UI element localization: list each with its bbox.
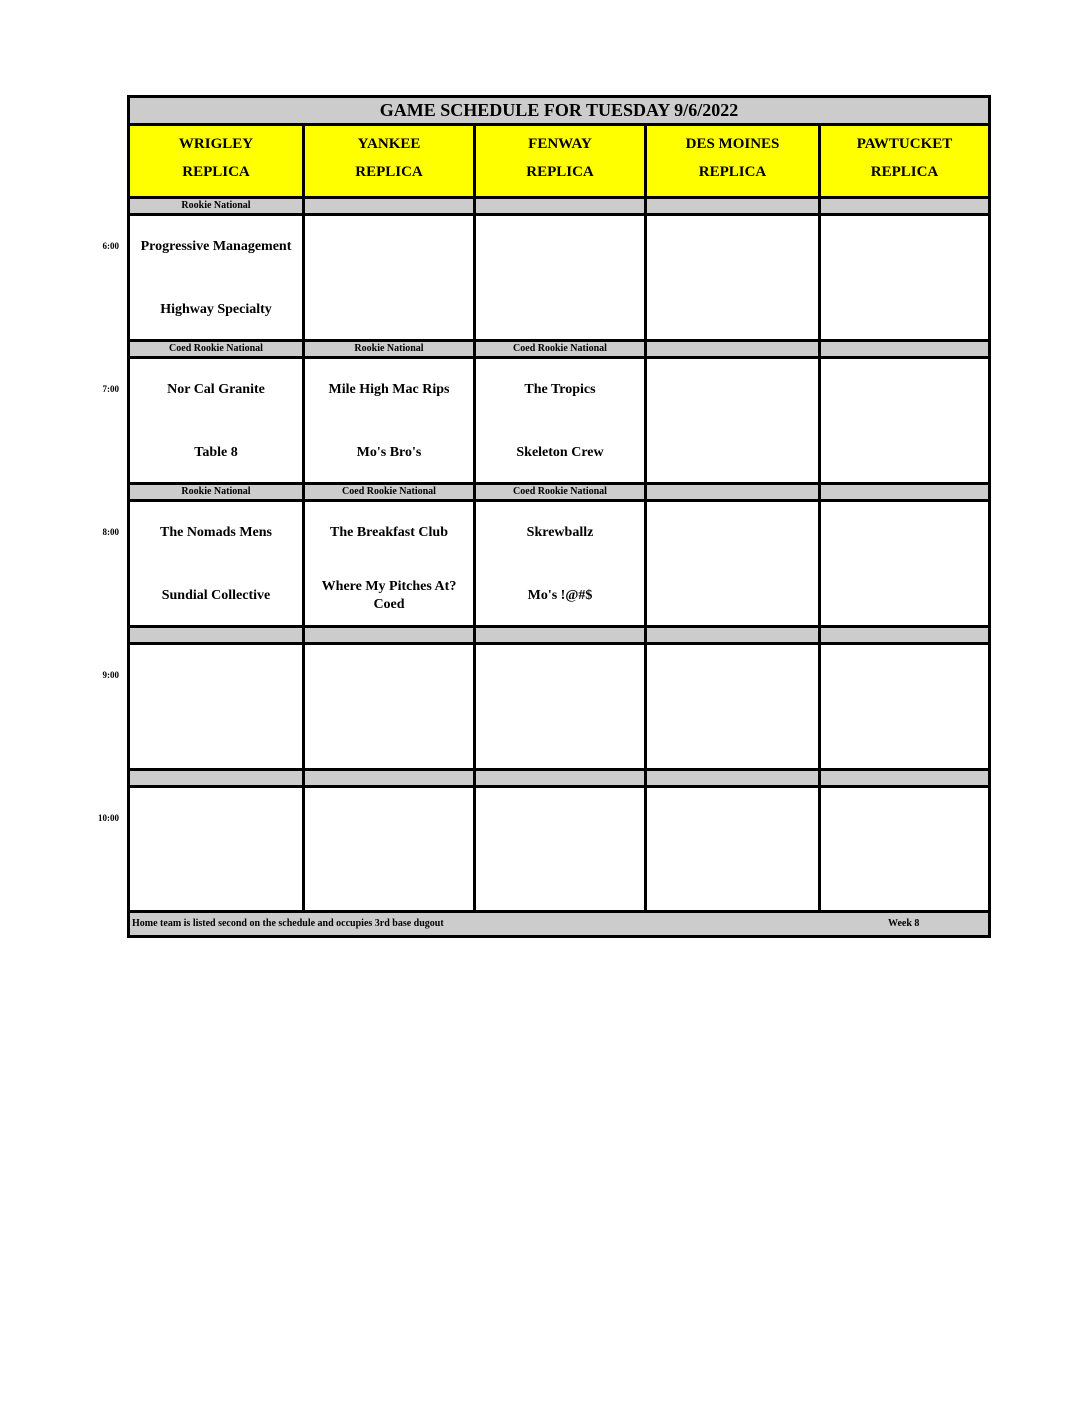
field-header-wrigley [130, 126, 302, 196]
division-label [647, 771, 818, 785]
away-team: Mile High Mac Rips [328, 382, 450, 397]
footer [130, 913, 988, 935]
game-cell [476, 359, 644, 481]
home-team: Mo's Bro's [356, 445, 422, 460]
division-label [647, 628, 818, 642]
field-header-fenway [476, 126, 644, 196]
field-type: REPLICA [355, 164, 423, 180]
division-label: Coed Rookie National [305, 485, 473, 499]
time-label-8: 8:00 [102, 527, 119, 537]
division-label: Rookie National [130, 485, 302, 499]
division-label [305, 628, 473, 642]
field-header-yankee [305, 126, 473, 196]
field-name: WRIGLEY [178, 136, 254, 152]
home-team-line: Coed [373, 597, 405, 612]
schedule-table [127, 95, 991, 938]
time-label-10: 10:00 [98, 813, 119, 823]
field-header-pawtucket [821, 126, 988, 196]
game-cell [305, 359, 473, 481]
division-label: Coed Rookie National [476, 485, 644, 499]
week-label: Week 8 [888, 918, 920, 929]
division-label [476, 628, 644, 642]
home-team: Sundial Collective [161, 588, 271, 603]
division-label [821, 628, 988, 642]
grid-line [130, 785, 988, 788]
division-label [130, 628, 302, 642]
game-cell [476, 502, 644, 624]
grid-line [130, 642, 988, 645]
grid-line [302, 123, 305, 913]
footer-note: Home team is listed second on the schedule and occupies 3rd base dugout [132, 918, 444, 929]
grid-line [130, 196, 988, 199]
time-label-9: 9:00 [102, 670, 119, 680]
time-label-6: 6:00 [102, 241, 119, 251]
division-label [647, 342, 818, 356]
grid-line [818, 123, 821, 913]
grid-line [644, 123, 647, 913]
division-label [476, 199, 644, 213]
home-team: Skeleton Crew [516, 445, 604, 460]
field-type: REPLICA [182, 164, 250, 180]
division-label [476, 771, 644, 785]
division-label: Rookie National [305, 342, 473, 356]
division-label: Coed Rookie National [476, 342, 644, 356]
division-label [305, 199, 473, 213]
away-team: Progressive Management [140, 239, 292, 254]
home-team: Table 8 [194, 445, 238, 460]
home-team-line: Where My Pitches At? [321, 579, 457, 594]
grid-line [130, 339, 988, 342]
page-title: GAME SCHEDULE FOR TUESDAY 9/6/2022 [130, 98, 988, 126]
game-cell [130, 359, 302, 481]
field-header-des-moines [647, 126, 818, 196]
grid-line [130, 499, 988, 502]
away-team: The Tropics [524, 382, 596, 397]
time-label-7: 7:00 [102, 384, 119, 394]
grid-line [130, 213, 988, 216]
field-name: YANKEE [357, 136, 421, 152]
division-label [647, 485, 818, 499]
grid-line [473, 123, 476, 913]
division-label [821, 771, 988, 785]
grid-line [130, 768, 988, 771]
away-team: Skrewballz [526, 525, 594, 540]
division-label: Coed Rookie National [130, 342, 302, 356]
home-team: Highway Specialty [160, 302, 272, 317]
away-team: The Nomads Mens [159, 525, 272, 540]
home-team: Mo's !@#$ [527, 588, 593, 603]
grid-line [130, 356, 988, 359]
field-name: DES MOINES [685, 136, 780, 152]
game-cell [305, 502, 473, 624]
division-label [305, 771, 473, 785]
division-label [130, 771, 302, 785]
division-label [821, 342, 988, 356]
field-type: REPLICA [698, 164, 767, 180]
game-cell [130, 502, 302, 624]
away-team: Nor Cal Granite [167, 382, 265, 397]
division-label [821, 485, 988, 499]
grid-line [130, 625, 988, 628]
away-team: The Breakfast Club [330, 525, 448, 540]
division-label [821, 199, 988, 213]
home-team [305, 578, 473, 614]
grid-line [130, 482, 988, 485]
game-cell [130, 216, 302, 338]
division-label: Rookie National [130, 199, 302, 213]
field-type: REPLICA [870, 164, 939, 180]
field-name: PAWTUCKET [856, 136, 953, 152]
division-label [647, 199, 818, 213]
field-type: REPLICA [526, 164, 594, 180]
field-name: FENWAY [528, 136, 592, 152]
